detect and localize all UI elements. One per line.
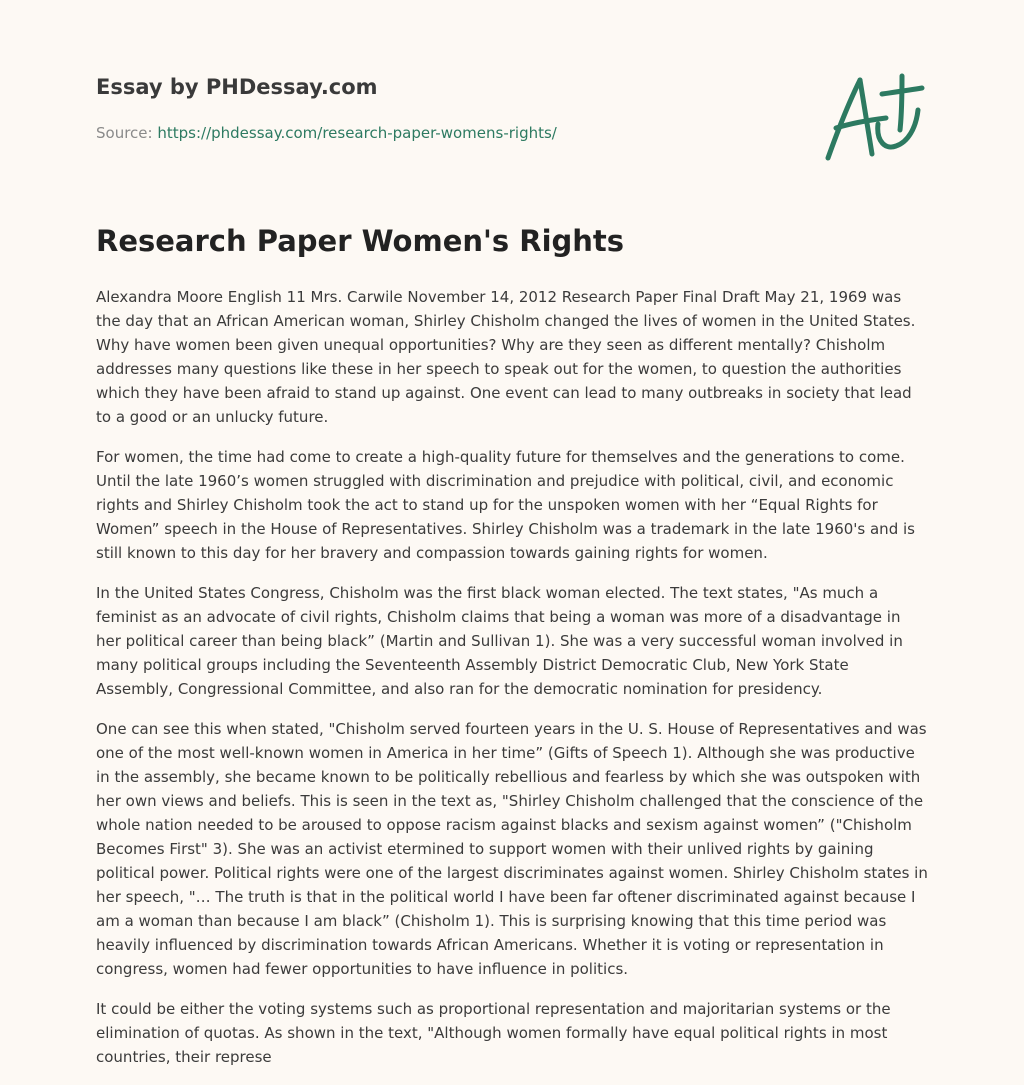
source-line	[96, 124, 557, 142]
source-link[interactable]: https://phdessay.com/research-paper-womens-rights/	[157, 124, 557, 142]
essay-paragraph-2: For women, the time had come to create a high-quality future for themselves and the generations to come. Until the late 1960’s women struggled with discrimination and prejudice with political, civil, and economic rights and Shirley Chisholm took the act to stand up for the unspoken women with her “Equal Rights for Women” speech in the House of Representatives. Shirley Chisholm was a trademark in the late 1960's and is still known to this day for her bravery and compassion towards gaining rights for women.	[96, 448, 915, 562]
essay-body	[96, 285, 928, 1085]
site-title: Essay by PHDessay.com	[96, 75, 378, 99]
essay-paragraph-4: One can see this when stated, "Chisholm served fourteen years in the U. S. House of Representatives and was one of the most well-known women in America in her time” (Gifts of Speech 1). Although she was productive in the assembly, she became known to be politically rebellious and fearless by which she was outspoken with her own views and beliefs. This is seen in the text as, "Shirley Chisholm challenged that the conscience of the whole nation needed to be aroused to oppose racism against blacks and sexism against women” ("Chisholm Becomes First" 3). She was an activist etermined to support women with their unlived rights by gaining political power. Political rights were one of the largest discriminates against women. Shirley Chisholm states in her speech, "… The truth is that in the political world I have been far oftener discriminated against because I am a woman than because I am black” (Chisholm 1). This is surprising knowing that this time period was heavily influenced by discrimination towards African Americans. Whether it is voting or representation in congress, women had fewer opportunities to have influence in politics.	[96, 720, 928, 978]
source-label: Source:	[96, 124, 153, 142]
a-plus-logo-icon	[820, 68, 928, 168]
essay-paragraph-5: It could be either the voting systems such as proportional representation and majoritarian systems or the elimination of quotas. As shown in the text, "Although women formally have equal political rights in most countries, their represe	[96, 1000, 891, 1066]
essay-title: Research Paper Women's Rights	[96, 224, 625, 258]
essay-paragraph-3: In the United States Congress, Chisholm was the first black woman elected. The text states, "As much a feminist as an advocate of civil rights, Chisholm claims that being a woman was more of a disadvantage in her political career than being black” (Martin and Sullivan 1). She was a very successful woman involved in many political groups including the Seventeenth Assembly District Democratic Club, New York State Assembly, Congressional Committee, and also ran for the democratic nomination for presidency.	[96, 584, 903, 698]
essay-paragraph-1: Alexandra Moore English 11 Mrs. Carwile November 14, 2012 Research Paper Final Draft May 21, 1969 was the day that an African American woman, Shirley Chisholm changed the lives of women in the United States. Why have women been given unequal opportunities? Why are they seen as different mentally? Chisholm addresses many questions like these in her speech to speak out for the women, to question the authorities which they have been afraid to stand up against. One event can lead to many outbreaks in society that lead to a good or an unlucky future.	[96, 288, 916, 426]
